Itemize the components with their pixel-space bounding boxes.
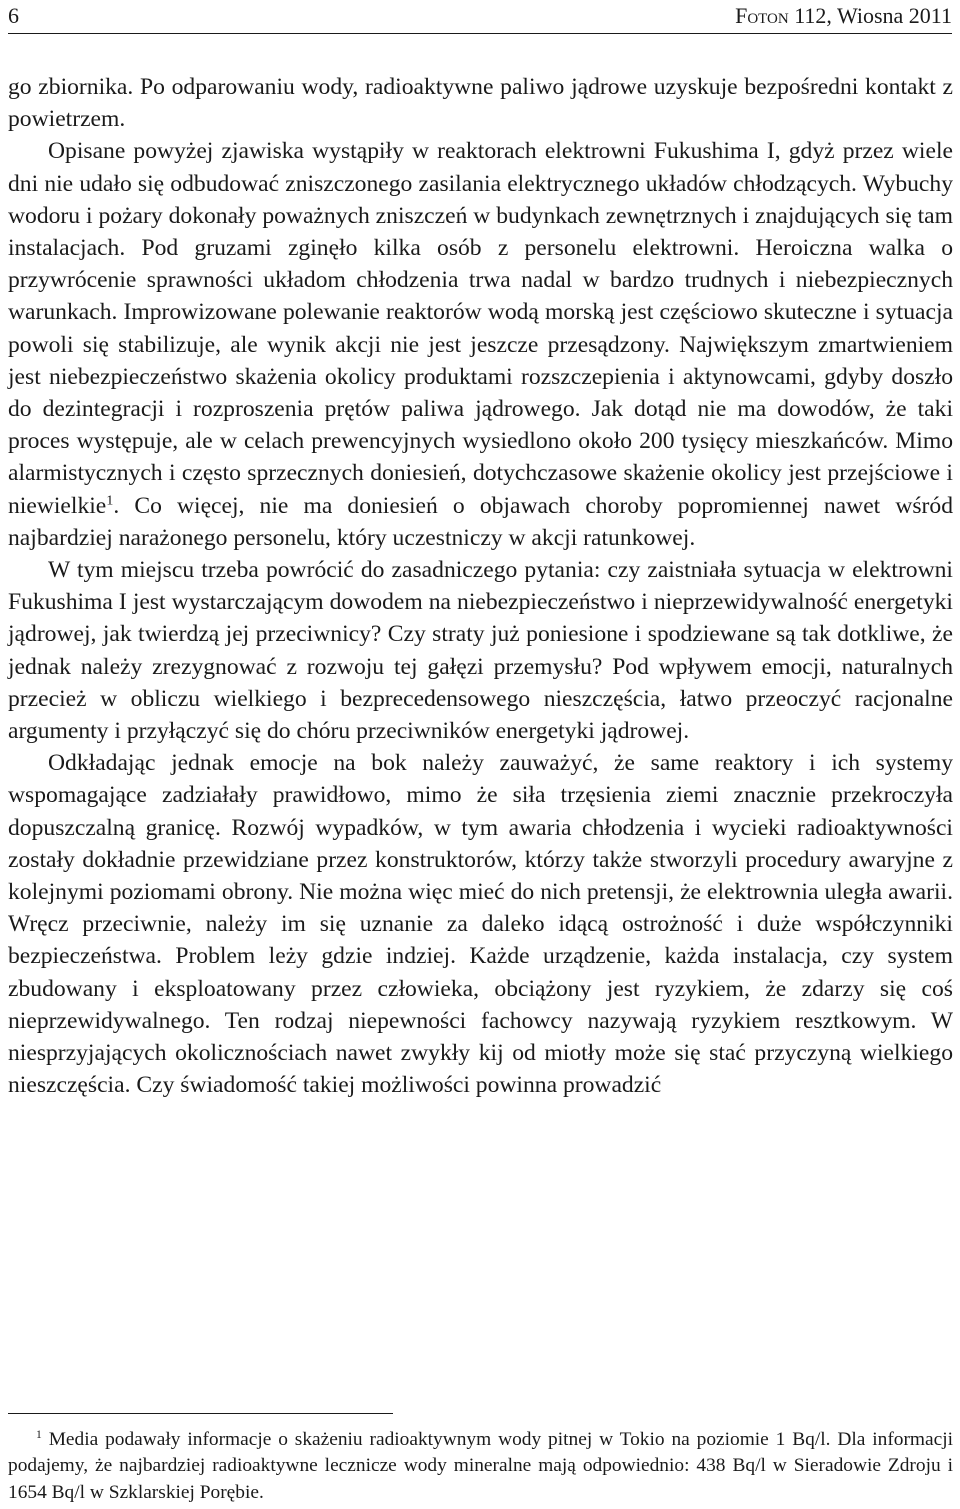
journal-title-initial: F: [735, 3, 748, 28]
paragraph-text: Opisane powyżej zjawiska wystąpiły w reaktorach elektrowni Fukushima I, gdyż przez wiele dni nie udało się odbudować zniszczonego zasilania elektrycznego układów chłodzących. Wybuchy wodoru i pożary dokonały poważnych zniszczeń w budynkach zewnętrznych i znajdujących się tam instalacjach. Pod gruzami zginęło kilka osób z personelu elektrowni. Heroiczna walka o przywrócenie sprawności układom chłodzenia trwa nadal w bardzo trudnych i niebezpiecznych warunkach. Improwizowane polewanie reaktorów wodą morską jest częściowo skuteczne i sytuacja powoli się stabilizuje, ale wynik akcji nie jest jeszcze przesądzony. Największym zmartwieniem jest niebezpieczeństwo skażenia okolicy produktami rozszczepienia i aktynowcami, gdyby doszło do dezintegracji i rozproszenia prętów paliwa jądrowego. Jak dotąd nie ma dowodów, że taki proces występuje, ale w celach prewencyjnych wysiedlono około 200 tysięcy mieszkańców. Mimo alarmistycznych i często sprzecznych doniesień, dotychczasowe skażenie okolicy jest przejściowe i niewielkie: [8, 138, 953, 519]
footnote-number: 1: [36, 1428, 42, 1442]
footnote-rule: [8, 1413, 393, 1414]
paragraph: [8, 554, 953, 747]
journal-title: [735, 2, 952, 30]
paragraph-continued: [8, 71, 953, 135]
footnote: [8, 1427, 953, 1506]
running-head: [8, 2, 952, 30]
body-text: [8, 71, 953, 1102]
page-number: 6: [8, 3, 19, 28]
paragraph: [8, 135, 953, 554]
paragraph-text: . Co więcej, nie ma doniesień o objawach choroby popromiennej nawet wśród najbardziej narażonego personelu, który uczestniczy w akcji ratunkowej.: [8, 492, 953, 551]
paragraph-text: Odkładając jednak emocje na bok należy zauważyć, że same reaktory i ich systemy wspomagające zadziałały prawidłowo, mimo że siła trzęsienia ziemi znacznie przekroczyła dopuszczalną granicę. Rozwój wypadków, w tym awaria chłodzenia i wycieki radioaktywności zostały dokładnie przewidziane przez konstruktorów, którzy także stworzyli procedury awaryjne z kolejnymi poziomami obrony. Nie można więc mieć do nich pretensji, że elektrownia uległa awarii. Wręcz przeciwnie, należy im się uznanie za daleko idącą ostrożność i duże współczynniki bezpieczeństwa. Problem leży gdzie indziej. Każde urządzenie, każda instalacja, czy system zbudowany i eksploatowany przez człowieka, obciążony jest ryzykiem, że zdarzy się coś nieprzewidywalnego. Ten rodzaj niepewności fachowcy nazywają ryzykiem resztkowym. W niesprzyjających okolicznościach nawet zwykły kij od miotły może się stać przyczyną wielkiego nieszczęścia. Czy świadomość takiej możliwości powinna prowadzić: [8, 750, 953, 1099]
header-rule: [8, 33, 952, 34]
footnote-reference: 1: [106, 492, 114, 509]
paragraph-text: W tym miejscu trzeba powrócić do zasadniczego pytania: czy zaistniała sytuacja w elektrowni Fukushima I jest wystarczającym dowodem na niebezpieczeństwo i nieprzewidywalność energetyki jądrowej, jak twierdzą jej przeciwnicy? Czy straty już poniesione i spodziewane są tak dotkliwe, że jednak należy zrezygnować z rozwoju tej gałęzi przemysłu? Pod wpływem emocji, naturalnych przecież w obliczu wielkiego i bezprecedensowego nieszczęścia, łatwo przeoczyć racjonalne argumenty i przyłączyć się do chóru przeciwników energetyki jądrowej.: [8, 557, 953, 745]
journal-title-smallcaps: oton: [747, 3, 789, 28]
journal-issue: 112, Wiosna 2011: [788, 3, 952, 28]
footnote-text: Media podawały informacje o skażeniu radioaktywnym wody pitnej w Tokio na poziomie 1 Bq/l. Dla informacji podajemy, że najbardziej radioaktywne lecznicze wody mineralne mają odpowiednio: 438 Bq/l w Sieradowie Zdroju i 1654 Bq/l w Szklarskiej Porębie.: [8, 1429, 953, 1503]
paragraph: [8, 747, 953, 1101]
paragraph-text: go zbiornika. Po odparowaniu wody, radioaktywne paliwo jądrowe uzyskuje bezpośredni kontakt z powietrzem.: [8, 74, 953, 133]
